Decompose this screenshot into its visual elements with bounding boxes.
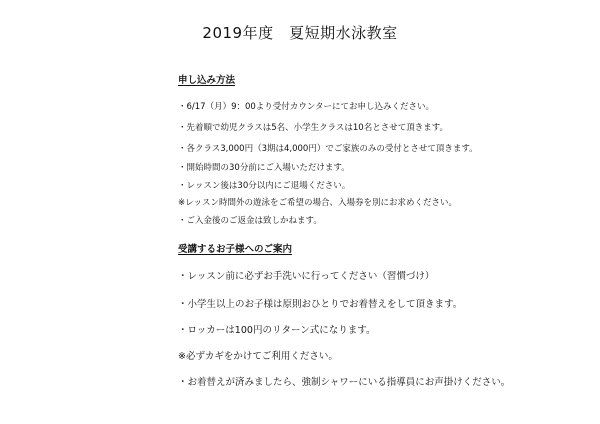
page-title: 2019年度 夏短期水泳教室 bbox=[202, 24, 398, 42]
guidance-note: ※必ずカギをかけてご利用ください。 bbox=[178, 351, 338, 362]
application-line: ・ご入金後のご返金は致しかねます。 bbox=[178, 216, 322, 226]
application-line: ・先着順で幼児クラスは5名、小学生クラスは10名とさせて頂きます。 bbox=[178, 123, 449, 133]
section-heading-application: 申し込み方法 bbox=[178, 75, 236, 86]
application-line: ・開始時間の30分前にご入場いただけます。 bbox=[178, 163, 350, 173]
application-note: ※レッスン時間外の遊泳をご希望の場合、入場券を別にお求めください。 bbox=[178, 198, 458, 208]
application-line: ・各クラス3,000円（3期は4,000円）でご家族のみの受付とさせて頂きます。 bbox=[178, 144, 478, 154]
guidance-line: ・小学生以上のお子様は原則おひとりでお着替えをして頂きます。 bbox=[178, 299, 463, 310]
application-line: ・6/17（月）9：00より受付カウンターにてお申し込みください。 bbox=[178, 102, 434, 112]
guidance-line: ・ロッカーは100円のリターン式になります。 bbox=[178, 325, 376, 336]
guidance-line: ・レッスン前に必ずお手洗いに行ってください（習慣づけ） bbox=[178, 271, 435, 282]
guidance-line: ・お着替えが済みましたら、強制シャワーにいる指導員にお声掛けください。 bbox=[178, 377, 511, 388]
section-heading-guidance: 受講するお子様へのご案内 bbox=[178, 244, 293, 255]
application-line: ・レッスン後は30分以内にご退場ください。 bbox=[178, 181, 351, 191]
